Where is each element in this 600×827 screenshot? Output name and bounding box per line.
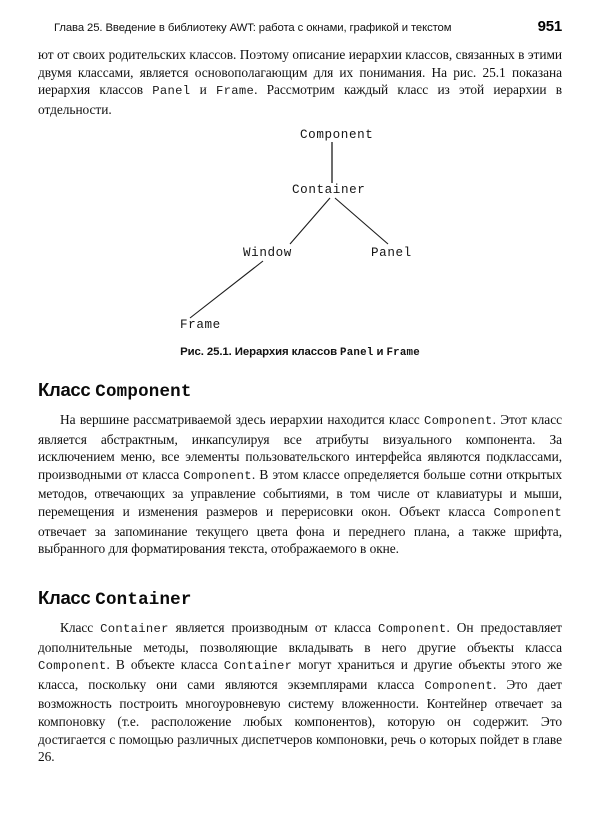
section-paragraph-component	[38, 411, 562, 558]
intro-text-part3: . Рассмотрим каждый класс из этой иерархии в отдельности.	[38, 82, 562, 117]
component-text-part1: На вершине рассматриваемой здесь иерархии находится класс	[60, 412, 425, 427]
section-paragraph-component-block	[38, 411, 562, 558]
container-text-part1: Класс	[60, 620, 101, 635]
diagram-node-window: Window	[243, 246, 292, 260]
class-hierarchy-figure	[38, 122, 562, 370]
figure-caption-text-before: Иерархия классов	[231, 346, 341, 358]
container-inline-code-3: Component	[38, 659, 107, 674]
section-heading-container	[38, 587, 192, 610]
intro-paragraph-block	[38, 46, 562, 118]
section-heading-component	[38, 379, 192, 402]
container-text-part2: является производным от класса	[168, 620, 378, 635]
heading-prefix-container: Класс	[38, 587, 96, 608]
figure-caption-code-panel: Panel	[340, 347, 374, 359]
inline-code-frame: Frame	[215, 84, 255, 99]
heading-code-component: Component	[95, 382, 192, 402]
container-text-part6: . Это дает возможность построить многоуровневую систему вложенности. Контейнер отвечает за компоновку (т.е. расположение любых компонентов), которую он содержит. Это достигается с помощью различных диспетчеров компоновки, речь о которых пойдет в главе 26.	[38, 676, 562, 765]
heading-prefix-component: Класс	[38, 379, 96, 400]
component-inline-code-1: Component	[424, 414, 493, 428]
component-inline-code-3: Component	[493, 505, 562, 520]
heading-code-container: Container	[95, 590, 192, 610]
component-text-part2: . Этот класс является абстрактным, инкапсулируя все атрибуты визуального компонента. За исключением меню, все элементы пользовательского интерфейса являются подклассами, производными от класса	[38, 412, 562, 482]
container-inline-code-2: Component	[377, 622, 447, 636]
chapter-title: Глава 25. Введение в библиотеку AWT: работа с окнами, графикой и текстом	[54, 22, 452, 34]
intro-text-part2: и	[190, 82, 216, 98]
container-text-part3: . Он предоставляет дополнительные методы, позволяющие вкладывать в него другие объекты класса	[38, 620, 562, 655]
hierarchy-diagram	[38, 122, 562, 370]
component-inline-code-2: Component	[183, 468, 252, 483]
page-number: 951	[537, 18, 562, 35]
section-paragraph-container	[38, 619, 562, 766]
diagram-node-component: Component	[300, 128, 374, 142]
container-inline-code-1: Container	[100, 622, 169, 636]
intro-text-part1: ют от своих родительских классов. Поэтому описание иерархии классов, связанных в этими двумя классами, является основополагающим для их понимания. На рис. 25.1 показана иерархия классов	[38, 47, 562, 98]
section-paragraph-container-block	[38, 619, 562, 766]
intro-paragraph	[38, 46, 562, 118]
component-text-part3: . В этом классе определяется больше сотни открытых методов, отвечающих за управление событиями, в том числе от клавиатуры и мыши, перемещения и изменения размеров и перерисовки окон. Объект класса	[38, 466, 562, 519]
container-text-part5: могут храниться и другие объекты этого же класса, поскольку они сами являются экземплярами класса	[38, 657, 562, 692]
running-header	[54, 18, 562, 40]
container-inline-code-4: Container	[223, 659, 293, 674]
component-text-part4: отвечает за запоминание текущего цвета фона и переднего плана, а также шрифта, выбранного для форматирования текста, отображаемого в окне.	[38, 523, 562, 557]
figure-caption-label: Рис. 25.1.	[180, 346, 232, 358]
figure-caption	[38, 346, 562, 359]
diagram-node-container: Container	[292, 183, 366, 197]
diagram-node-panel: Panel	[371, 246, 412, 260]
figure-caption-code-frame: Frame	[386, 347, 420, 359]
inline-code-panel: Panel	[152, 84, 191, 99]
figure-caption-text-middle: и	[373, 346, 387, 358]
container-inline-code-5: Component	[424, 678, 493, 693]
container-text-part4: . В объекте класса	[106, 657, 224, 673]
diagram-node-frame: Frame	[180, 318, 221, 332]
hierarchy-connector-lines	[38, 122, 562, 370]
